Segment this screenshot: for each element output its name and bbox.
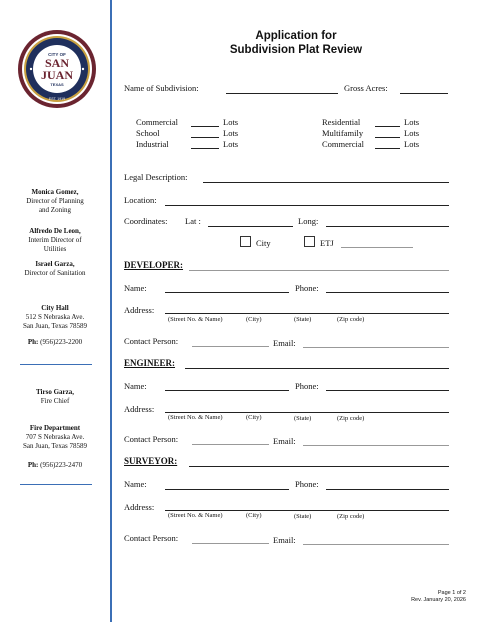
city-hint: (City) [246,316,262,323]
etj-checkbox[interactable] [304,236,315,247]
contact-role: and Zoning [38,206,72,214]
lots-label: Lots [223,128,239,138]
state-hint: (State) [294,316,312,323]
city-hall-address: 512 S Nebraska Ave. [25,313,85,321]
fire-dept-name: Fire Department [29,424,81,432]
engineer-title-rule [185,368,449,369]
zip-hint: (Zip code) [337,415,365,422]
fire-chief-info [0,388,110,406]
contact-name: Alfredo De Leon, [29,227,81,235]
page-title: Application for [255,30,337,42]
contact-role: Fire Chief [40,397,70,405]
sidebar-divider [20,484,92,485]
street-hint: (Street No. & Name) [168,414,223,421]
latitude-label: Lat : [185,216,201,226]
contact-role: Interim Director of [28,236,82,244]
svg-text:TEXAS: TEXAS [50,82,64,87]
latitude-field[interactable] [208,226,293,227]
engineer-contact-field[interactable] [192,444,269,445]
city-checkbox-label: City [256,238,271,248]
lot-type-label: Commercial [322,139,365,149]
legal-description-label: Legal Description: [124,172,188,182]
contact-role: Director of Planning [26,197,84,205]
surveyor-email-field[interactable] [303,544,449,545]
sidebar-divider [20,364,92,365]
contact-planning [0,188,110,215]
lot-count-field[interactable] [375,148,400,149]
lot-count-field[interactable] [375,126,400,127]
contact-name: Tirso Garza, [36,388,74,396]
phone-label: Ph: [27,338,39,346]
state-hint: (State) [294,415,312,422]
engineer-section-title: ENGINEER: [124,358,176,368]
engineer-phone-field[interactable] [326,390,449,391]
svg-text:SAN: SAN [44,56,70,70]
developer-section-title: DEVELOPER: [124,260,184,270]
city-hall-name: City Hall [41,304,69,312]
lot-type-label: Industrial [136,139,169,149]
longitude-label: Long: [298,216,319,226]
longitude-field[interactable] [326,226,449,227]
contact-utilities [0,227,110,254]
engineer-email-field[interactable] [303,445,449,446]
gross-acres-label: Gross Acres: [344,83,388,93]
lot-type-label: Residential [322,117,361,127]
contact-name: Monica Gomez, [31,188,79,196]
engineer-name-label: Name: [124,381,147,391]
surveyor-title-rule [189,466,449,467]
svg-text:JUAN: JUAN [41,68,73,82]
developer-email-label: Email: [273,338,296,348]
fire-dept-info [0,424,110,451]
developer-contact-label: Contact Person: [124,336,179,346]
lots-label: Lots [223,139,239,149]
developer-name-field[interactable] [165,292,289,293]
zip-hint: (Zip code) [337,513,365,520]
surveyor-section-title: SURVEYOR: [124,456,178,466]
location-label: Location: [124,195,157,205]
street-hint: (Street No. & Name) [168,316,223,323]
engineer-contact-label: Contact Person: [124,434,179,444]
developer-contact-field[interactable] [192,346,269,347]
surveyor-email-label: Email: [273,535,296,545]
surveyor-contact-field[interactable] [192,543,269,544]
engineer-phone-label: Phone: [295,381,319,391]
city-hall-phone [0,338,110,347]
developer-phone-field[interactable] [326,292,449,293]
surveyor-name-field[interactable] [165,489,289,490]
developer-address-label: Address: [124,305,155,315]
engineer-name-field[interactable] [165,390,289,391]
svg-text:CITY OF: CITY OF [48,52,66,57]
surveyor-phone-field[interactable] [326,489,449,490]
contact-name: Israel Garza, [35,260,75,268]
revision-date: Rev. January 20, 2026 [411,597,466,603]
zip-hint: (Zip code) [337,316,365,323]
lot-type-label: Multifamily [322,128,364,138]
city-hint: (City) [246,512,262,519]
lot-count-field[interactable] [191,148,219,149]
subdivision-name-label: Name of Subdivision: [124,83,199,93]
state-hint: (State) [294,513,312,520]
contact-role: Utilities [43,245,67,253]
phone-number: (956)223-2470 [40,461,83,469]
sidebar [0,0,110,622]
lot-count-field[interactable] [191,137,219,138]
page-subtitle: Subdivision Plat Review [229,44,363,56]
lots-label: Lots [404,139,420,149]
svg-text:EST. 1919: EST. 1919 [48,97,66,101]
lot-type-label: School [136,128,160,138]
lots-label: Lots [223,117,239,127]
city-checkbox[interactable] [240,236,251,247]
surveyor-address-field[interactable] [165,510,449,511]
city-seal-logo [17,29,97,109]
city-hall-info [0,304,110,331]
engineer-address-field[interactable] [165,412,449,413]
lots-label: Lots [404,128,420,138]
lots-label: Lots [404,117,420,127]
lot-count-field[interactable] [375,137,400,138]
fire-dept-city: San Juan, Texas 78589 [23,442,87,450]
city-hint: (City) [246,414,262,421]
developer-title-rule [189,270,449,271]
developer-name-label: Name: [124,283,147,293]
etj-checkbox-label: ETJ [320,238,334,248]
contact-sanitation [0,260,110,278]
surveyor-contact-label: Contact Person: [124,533,179,543]
engineer-email-label: Email: [273,436,296,446]
developer-address-field[interactable] [165,313,449,314]
sidebar-accent-rule [110,0,112,622]
location-field[interactable] [165,205,449,206]
legal-description-field[interactable] [203,182,449,183]
phone-label: Ph: [27,461,39,469]
gross-acres-field[interactable] [400,93,448,94]
surveyor-phone-label: Phone: [295,479,319,489]
phone-number: (956)223-2200 [40,338,83,346]
etj-field[interactable] [341,247,413,248]
fire-dept-phone [0,461,110,470]
fire-dept-address: 707 S Nebraska Ave. [25,433,85,441]
lot-count-field[interactable] [191,126,219,127]
street-hint: (Street No. & Name) [168,512,223,519]
subdivision-name-field[interactable] [226,93,338,94]
coordinates-label: Coordinates: [124,216,168,226]
developer-email-field[interactable] [303,347,449,348]
page-number: Page 1 of 2 [437,590,466,596]
developer-phone-label: Phone: [295,283,319,293]
surveyor-name-label: Name: [124,479,147,489]
city-hall-city: San Juan, Texas 78589 [23,322,87,330]
surveyor-address-label: Address: [124,502,155,512]
contact-role: Director of Sanitation [24,269,86,277]
engineer-address-label: Address: [124,404,155,414]
lot-type-label: Commercial [136,117,179,127]
